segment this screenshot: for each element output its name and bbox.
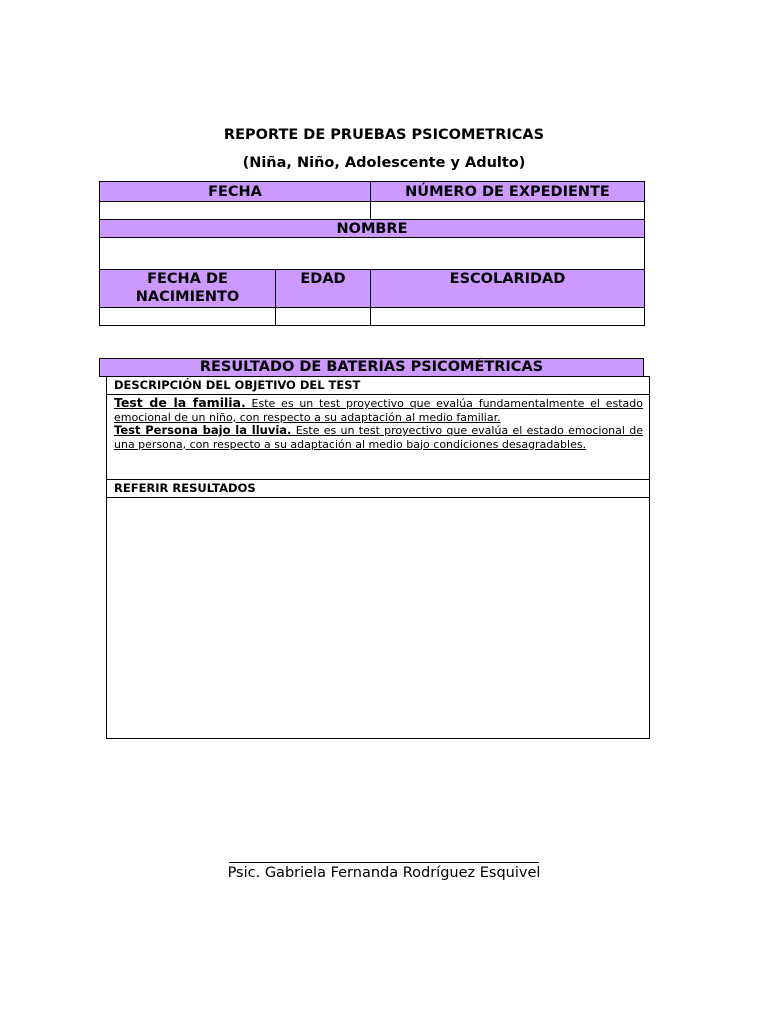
expediente-header: NÚMERO DE EXPEDIENTE [371, 182, 645, 202]
fecha-nacimiento-header-line2: NACIMIENTO [135, 289, 240, 305]
test-lluvia-text: Este es un test proyectivo que evalúa el estado emocional de una persona, con respecto a su adaptación al medio bajo condiciones desagradables. [114, 424, 643, 451]
document-subtitle: (Niña, Niño, Adolescente y Adulto) [242, 155, 526, 171]
document-title: REPORTE DE PRUEBAS PSICOMETRICAS [223, 127, 545, 143]
fecha-nacimiento-field[interactable] [100, 308, 276, 326]
test-description [107, 395, 649, 480]
fecha-nacimiento-header [100, 270, 276, 308]
results-header: RESULTADO DE BATERÍAS PSICOMÉTRICAS [99, 358, 644, 377]
results-box [106, 376, 650, 739]
test-familia-text: Este es un test proyectivo que evalúa fundamentalmente el estado emocional de un niño, con respecto a su adaptación al medio familiar. [114, 397, 643, 424]
expediente-field[interactable] [371, 202, 645, 220]
refer-results-label: REFERIR RESULTADOS [107, 480, 649, 498]
edad-header: EDAD [276, 270, 371, 308]
nombre-field[interactable] [100, 238, 645, 270]
description-label: DESCRIPCIÓN DEL OBJETIVO DEL TEST [107, 377, 649, 395]
escolaridad-field[interactable] [371, 308, 645, 326]
refer-results-field[interactable] [107, 498, 649, 738]
test-familia-paragraph [114, 396, 643, 424]
escolaridad-header: ESCOLARIDAD [371, 270, 645, 308]
test-lluvia-paragraph [114, 424, 643, 451]
test-lluvia-title: Test Persona bajo la lluvia. [114, 423, 292, 437]
edad-field[interactable] [276, 308, 371, 326]
signature-name: Psic. Gabriela Fernanda Rodríguez Esquivel [227, 865, 541, 881]
patient-info-table [99, 181, 645, 326]
test-familia-title: Test de la familia. [114, 395, 246, 410]
fecha-nacimiento-header-line1: FECHA DE [147, 271, 228, 287]
nombre-header: NOMBRE [100, 220, 645, 238]
signature-line [229, 862, 539, 863]
fecha-header: FECHA [100, 182, 371, 202]
fecha-field[interactable] [100, 202, 371, 220]
